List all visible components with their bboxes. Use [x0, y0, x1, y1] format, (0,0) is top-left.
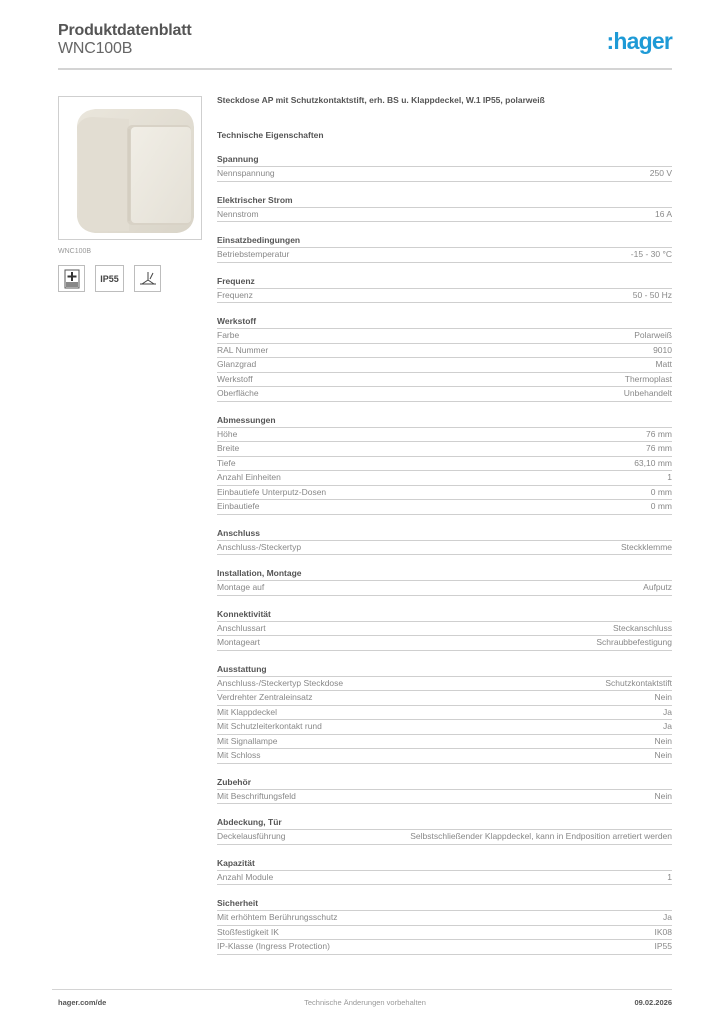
- spec-row: [217, 373, 672, 388]
- spec-label: Frequenz: [217, 289, 253, 300]
- spec-row: [217, 749, 672, 764]
- spec-row: [217, 541, 672, 556]
- section-title: Einsatzbedingungen: [217, 234, 672, 248]
- spec-row: [217, 486, 672, 501]
- spec-value: Steckanschluss: [612, 622, 672, 633]
- spec-value: 0 mm: [650, 501, 672, 511]
- spec-row: [217, 358, 672, 373]
- spec-section: [217, 275, 672, 304]
- spec-value: Matt: [655, 359, 672, 369]
- certification-icons: [58, 265, 202, 292]
- tripod-symbol-icon: [134, 265, 161, 292]
- spec-value: 0 mm: [650, 486, 672, 497]
- spec-row: [217, 581, 672, 596]
- spec-row: [217, 691, 672, 706]
- spec-value: Nein: [654, 735, 672, 746]
- spec-value: Selbstschließender Klappdeckel, kann in Endposition arretiert werden: [410, 831, 672, 841]
- spec-row: [217, 208, 672, 223]
- spec-label: Mit Schutzleiterkontakt rund: [217, 721, 322, 731]
- spec-value: 1: [667, 472, 672, 482]
- spec-value: IK08: [654, 926, 672, 937]
- section-title: Zubehör: [217, 776, 672, 790]
- spec-label: Mit Schloss: [217, 750, 261, 760]
- spec-row: [217, 926, 672, 941]
- spec-row: [217, 871, 672, 886]
- section-title: Abdeckung, Tür: [217, 816, 672, 830]
- product-caption: WNC100B: [58, 248, 92, 255]
- spec-label: Stoßfestigkeit IK: [217, 926, 279, 937]
- spec-value: 1: [667, 871, 672, 882]
- section-title: Frequenz: [217, 275, 672, 289]
- spec-section: [217, 194, 672, 223]
- section-title: Installation, Montage: [217, 567, 672, 581]
- spec-row: [217, 622, 672, 637]
- footer-notice: Technische Änderungen vorbehalten: [304, 998, 426, 1007]
- spec-section: [217, 663, 672, 764]
- spec-value: Aufputz: [643, 582, 672, 592]
- spec-value: 76 mm: [646, 443, 672, 453]
- technical-properties-heading: Technische Eigenschaften: [217, 130, 324, 140]
- spec-value: 50 - 50 Hz: [632, 289, 672, 300]
- spec-section: [217, 414, 672, 515]
- spec-value: Ja: [663, 721, 672, 731]
- document-date: 09.02.2026: [634, 998, 672, 1007]
- protection-plus-icon: [58, 265, 85, 292]
- website-link[interactable]: hager.com/de: [58, 998, 107, 1007]
- spec-section: [217, 857, 672, 886]
- spec-row: [217, 344, 672, 359]
- spec-label: Mit Klappdeckel: [217, 706, 278, 717]
- spec-label: RAL Nummer: [217, 344, 269, 355]
- spec-sections: [217, 153, 672, 955]
- spec-row: [217, 636, 672, 651]
- product-description: Steckdose AP mit Schutzkontaktstift, erh. BS u. Klappdeckel, W.1 IP55, polarweiß: [217, 95, 545, 105]
- spec-value: 76 mm: [646, 428, 672, 439]
- spec-row: [217, 735, 672, 750]
- spec-label: Anzahl Einheiten: [217, 472, 281, 482]
- product-panel: [58, 96, 202, 292]
- spec-label: Werkstoff: [217, 373, 253, 384]
- footer-divider: [52, 989, 672, 990]
- spec-row: [217, 442, 672, 457]
- section-title: Konnektivität: [217, 608, 672, 622]
- spec-row: [217, 471, 672, 486]
- spec-row: [217, 940, 672, 955]
- spec-label: Nennstrom: [217, 208, 259, 219]
- section-title: Elektrischer Strom: [217, 194, 672, 208]
- spec-label: Mit Signallampe: [217, 735, 278, 746]
- socket-image-icon: [59, 97, 201, 239]
- spec-row: [217, 457, 672, 472]
- spec-section: [217, 527, 672, 556]
- spec-label: Oberfläche: [217, 388, 259, 398]
- spec-label: Anzahl Module: [217, 871, 274, 882]
- product-image: [58, 96, 202, 240]
- spec-label: Farbe: [217, 330, 240, 340]
- spec-row: [217, 790, 672, 805]
- spec-label: Breite: [217, 443, 240, 453]
- spec-value: Nein: [654, 692, 672, 702]
- header-divider: [58, 68, 672, 70]
- section-title: Spannung: [217, 153, 672, 167]
- spec-row: [217, 248, 672, 263]
- spec-label: Einbautiefe Unterputz-Dosen: [217, 486, 327, 497]
- spec-label: Höhe: [217, 428, 238, 439]
- spec-section: [217, 315, 672, 402]
- spec-section: [217, 153, 672, 182]
- spec-row: [217, 387, 672, 402]
- spec-label: Verdrehter Zentraleinsatz: [217, 692, 313, 702]
- page-header: [58, 22, 672, 68]
- document-title: Produktdatenblatt: [58, 22, 192, 39]
- spec-value: 63,10 mm: [634, 457, 672, 468]
- spec-value: Ja: [663, 706, 672, 717]
- spec-label: Glanzgrad: [217, 359, 257, 369]
- spec-label: Betriebstemperatur: [217, 249, 290, 259]
- spec-label: Mit Beschriftungsfeld: [217, 790, 296, 801]
- spec-label: Anschlussart: [217, 622, 266, 633]
- spec-value: Ja: [663, 912, 672, 922]
- section-title: Ausstattung: [217, 663, 672, 677]
- spec-value: -15 - 30 °C: [630, 249, 672, 259]
- spec-row: [217, 289, 672, 304]
- section-title: Anschluss: [217, 527, 672, 541]
- spec-label: IP-Klasse (Ingress Protection): [217, 941, 330, 951]
- spec-label: Nennspannung: [217, 168, 275, 178]
- section-title: Sicherheit: [217, 897, 672, 911]
- page-footer: [58, 998, 672, 1007]
- specifications: [217, 93, 672, 955]
- spec-value: Unbehandelt: [623, 388, 672, 398]
- spec-section: [217, 776, 672, 805]
- ip55-icon: IP55: [95, 265, 124, 292]
- spec-row: [217, 329, 672, 344]
- spec-row: [217, 706, 672, 721]
- spec-value: IP55: [654, 941, 672, 951]
- spec-value: 9010: [653, 344, 672, 355]
- spec-value: 16 A: [654, 208, 672, 219]
- section-title: Abmessungen: [217, 414, 672, 428]
- spec-label: Montage auf: [217, 582, 265, 592]
- spec-row: [217, 167, 672, 182]
- spec-value: Nein: [654, 790, 672, 801]
- spec-value: Schutzkontaktstift: [605, 677, 672, 688]
- spec-value: Thermoplast: [624, 373, 672, 384]
- hager-logo: :hager: [606, 28, 672, 54]
- spec-label: Einbautiefe: [217, 501, 260, 511]
- spec-row: [217, 428, 672, 443]
- spec-row: [217, 911, 672, 926]
- spec-row: [217, 720, 672, 735]
- spec-section: [217, 816, 672, 845]
- spec-row: [217, 677, 672, 692]
- spec-section: [217, 897, 672, 955]
- spec-value: Nein: [654, 750, 672, 760]
- spec-label: Montageart: [217, 637, 260, 647]
- spec-row: [217, 830, 672, 845]
- section-title: Kapazität: [217, 857, 672, 871]
- spec-label: Anschluss-/Steckertyp Steckdose: [217, 677, 344, 688]
- spec-value: 250 V: [649, 168, 672, 178]
- spec-value: Steckklemme: [620, 541, 672, 552]
- product-code: WNC100B: [58, 40, 133, 57]
- section-title: Werkstoff: [217, 315, 672, 329]
- spec-label: Anschluss-/Steckertyp: [217, 541, 302, 552]
- spec-label: Tiefe: [217, 457, 236, 468]
- spec-section: [217, 567, 672, 596]
- spec-label: Deckelausführung: [217, 831, 286, 841]
- spec-section: [217, 234, 672, 263]
- spec-label: Mit erhöhtem Berührungsschutz: [217, 912, 338, 922]
- spec-value: Polarweiß: [634, 330, 672, 340]
- spec-row: [217, 500, 672, 515]
- spec-section: [217, 608, 672, 651]
- spec-value: Schraubbefestigung: [596, 637, 672, 647]
